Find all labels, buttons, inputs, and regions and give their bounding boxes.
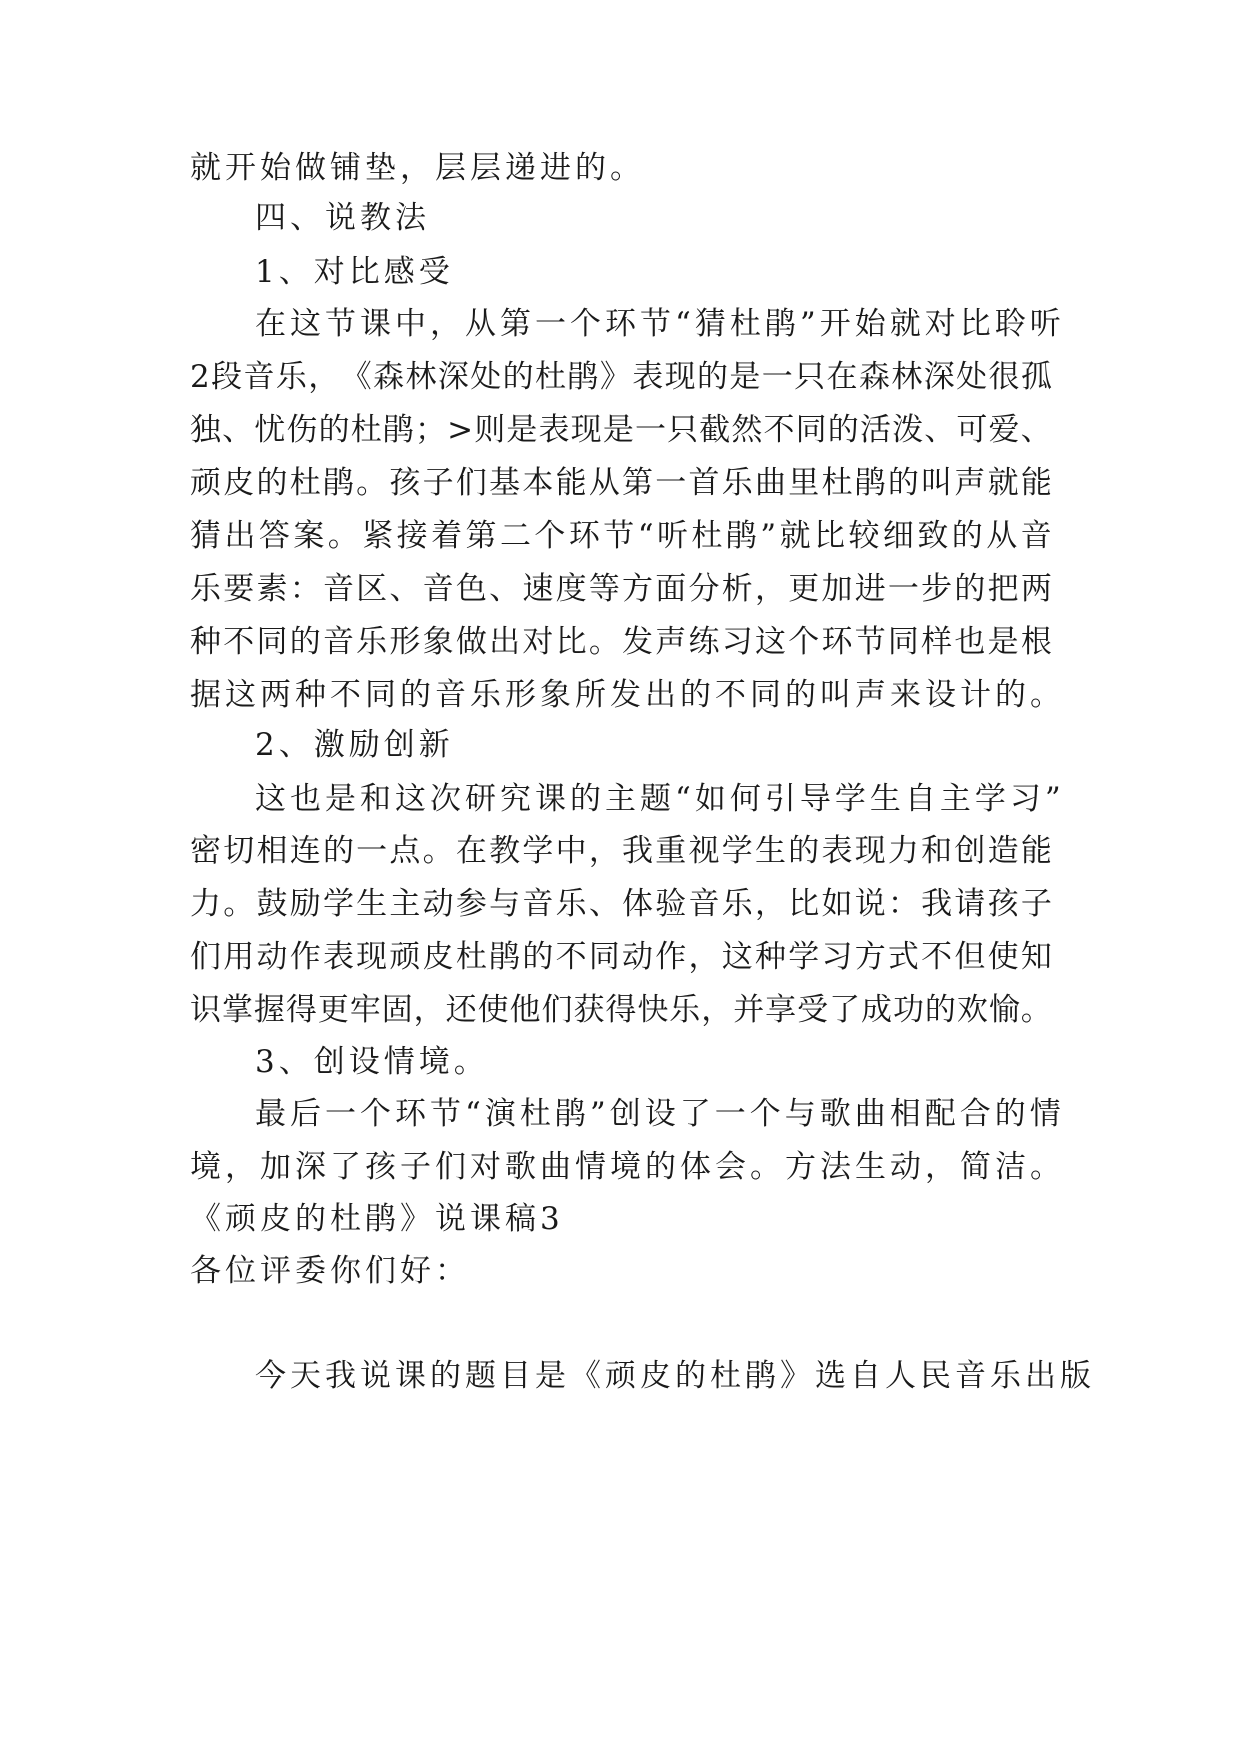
paragraph-line: 乐 要 素 ： 音 区 、 音 色 、 速 度 等 方 面 分 析 ， 更 加 进 一 步 的 把 两: [190, 571, 1052, 607]
paragraph-line: 种 不 同 的 音 乐 形 象 做 出 对 比 。 发 声 练 习 这 个 环 节 同 样 也 是 根: [190, 624, 1052, 660]
paragraph-line: 就开始做铺垫，层层递进的。: [190, 150, 645, 186]
document-title: 《顽皮的杜鹃》说课稿3: [190, 1201, 564, 1237]
paragraph-line: 力 。 鼓 励 学 生 主 动 参 与 音 乐 、 体 验 音 乐 ， 比 如 说 ： 我 请 孩 子: [190, 886, 1052, 922]
paragraph-line: 独 、 忧 伤 的 杜 鹃 ； > 则 是 表 现 是 一 只 截 然 不 同 的 活 泼 、 可 爱 、: [190, 412, 1052, 448]
section-heading: 四、说教法: [255, 200, 430, 236]
greeting-line: 各位评委你们好：: [190, 1253, 470, 1289]
paragraph-line: 今天我说课的题目是《顽皮的杜鹃》选自人民音乐出版: [255, 1358, 1095, 1394]
subsection-heading: 1、对比感受: [255, 254, 454, 290]
paragraph-line: 识 掌 握 得 更 牢 固 ， 还 使 他 们 获 得 快 乐 ， 并 享 受 了 成 功 的 欢 愉 。: [190, 992, 1052, 1028]
paragraph-line: 顽 皮 的 杜 鹃 。 孩 子 们 基 本 能 从 第 一 首 乐 曲 里 杜 鹃 的 叫 声 就 能: [190, 465, 1052, 501]
paragraph-line: 在这节课中，从第一个环节“猜杜鹃”开始就对比聆听: [255, 306, 1065, 342]
paragraph-line: 猜 出 答 案 。 紧 接 着 第 二 个 环 节 “ 听 杜 鹃 ” 就 比 较 细 致 的 从 音: [190, 518, 1052, 554]
paragraph-line: 这也是和这次研究课的主题“如何引导学生自主学习”: [255, 781, 1065, 817]
paragraph-line: 最后一个环节“演杜鹃”创设了一个与歌曲相配合的情: [255, 1096, 1065, 1132]
paragraph-line: 2 段 音 乐 ， 《 森 林 深 处 的 杜 鹃 》 表 现 的 是 一 只 在 森 林 深 处 很 孤: [190, 359, 1052, 395]
paragraph-line: 据这两种不同的音乐形象所发出的不同的叫声来设计的。: [190, 677, 1065, 713]
paragraph-line: 境，加深了孩子们对歌曲情境的体会。方法生动，简洁。: [190, 1149, 1065, 1185]
paragraph-line: 密 切 相 连 的 一 点 。 在 教 学 中 ， 我 重 视 学 生 的 表 现 力 和 创 造 能: [190, 833, 1052, 869]
subsection-heading: 2、激励创新: [255, 727, 454, 763]
paragraph-line: 们 用 动 作 表 现 顽 皮 杜 鹃 的 不 同 动 作 ， 这 种 学 习 方 式 不 但 使 知: [190, 939, 1052, 975]
subsection-heading: 3、创设情境。: [255, 1044, 489, 1080]
